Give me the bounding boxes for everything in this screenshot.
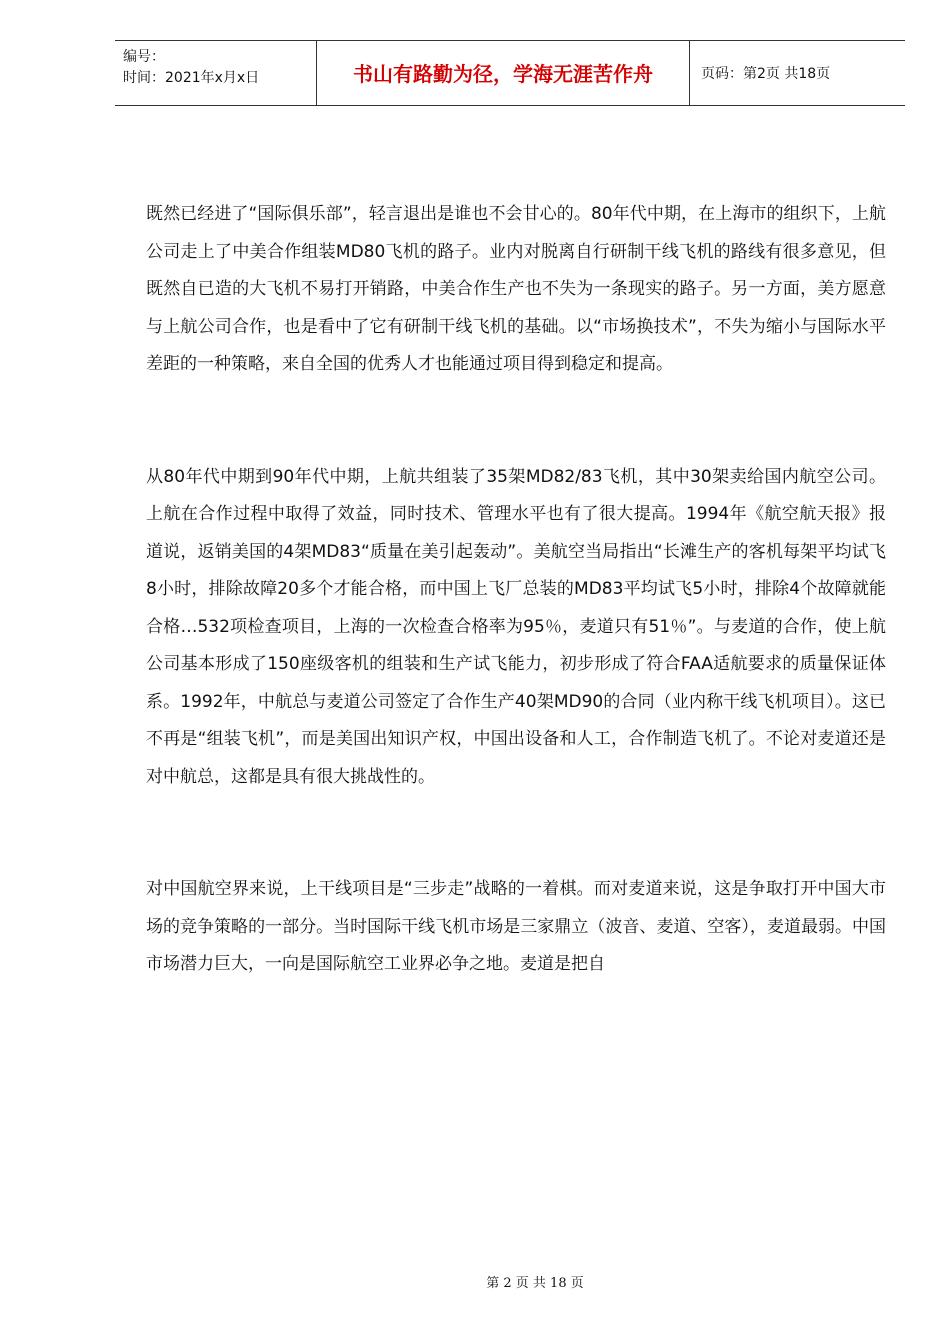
document-body [146,196,886,984]
body-paragraph: 既然已经进了“国际俱乐部”，轻言退出是谁也不会甘心的。80年代中期，在上海市的组织下，上航公司走上了中美合作组装MD80飞机的路子。业内对脱离自行研制干线飞机的路线有很多意见，但既然自已造的大飞机不易打开销路，中美合作生产也不失为一条现实的路子。另一方面，美方愿意与上航公司合作，也是看中了它有研制干线飞机的基础。以“市场换技术”，不失为缩小与国际水平差距的一种策略，来自全国的优秀人才也能通过项目得到稳定和提高。 [146,204,886,374]
body-paragraph: 从80年代中期到90年代中期，上航共组装了35架MD82/83飞机，其中30架卖给国内航空公司。上航在合作过程中取得了效益，同时技术、管理水平也有了很大提高。1994年《航空航天报》报道说，返销美国的4架MD83“质量在美引起轰动”。美航空当局指出“长滩生产的客机每架平均试飞8小时，排除故障20多个才能合格，而中国上飞厂总装的MD83平均试飞5小时，排除4个故障就能合格…532项检查项目，上海的一次检查合格率为95％，麦道只有51％”。与麦道的合作，使上航公司基本形成了150座级客机的组装和生产试飞能力，初步形成了符合FAA适航要求的质量保证体系。1992年，中航总与麦道公司签定了合作生产40架MD90的合同（业内称干线飞机项目）。这已不再是“组装飞机”，而是美国出知识产权，中国出设备和人工，合作制造飞机了。不论对麦道还是对中航总，这都是具有很大挑战性的。 [146,466,886,787]
header-motto: 书山有路勤为径，学海无涯苦作舟 [353,62,653,86]
document-time-label: 时间：2021年x月x日 [123,70,260,86]
page-footer: 第 2 页 共 18 页 [486,1276,584,1291]
header-meta [123,47,318,89]
header-page-info: 页码：第2页 共18页 [701,66,831,82]
header-divider [689,41,690,105]
page-header [115,40,905,106]
body-paragraph: 对中国航空界来说，上干线项目是“三步走”战略的一着棋。而对麦道来说，这是争取打开中国大市场的竞争策略的一部分。当时国际干线飞机市场是三家鼎立（波音、麦道、空客），麦道最弱。中国市场潜力巨大，一向是国际航空工业界必争之地。麦道是把自 [146,879,886,974]
document-number-label: 编号： [123,49,165,65]
